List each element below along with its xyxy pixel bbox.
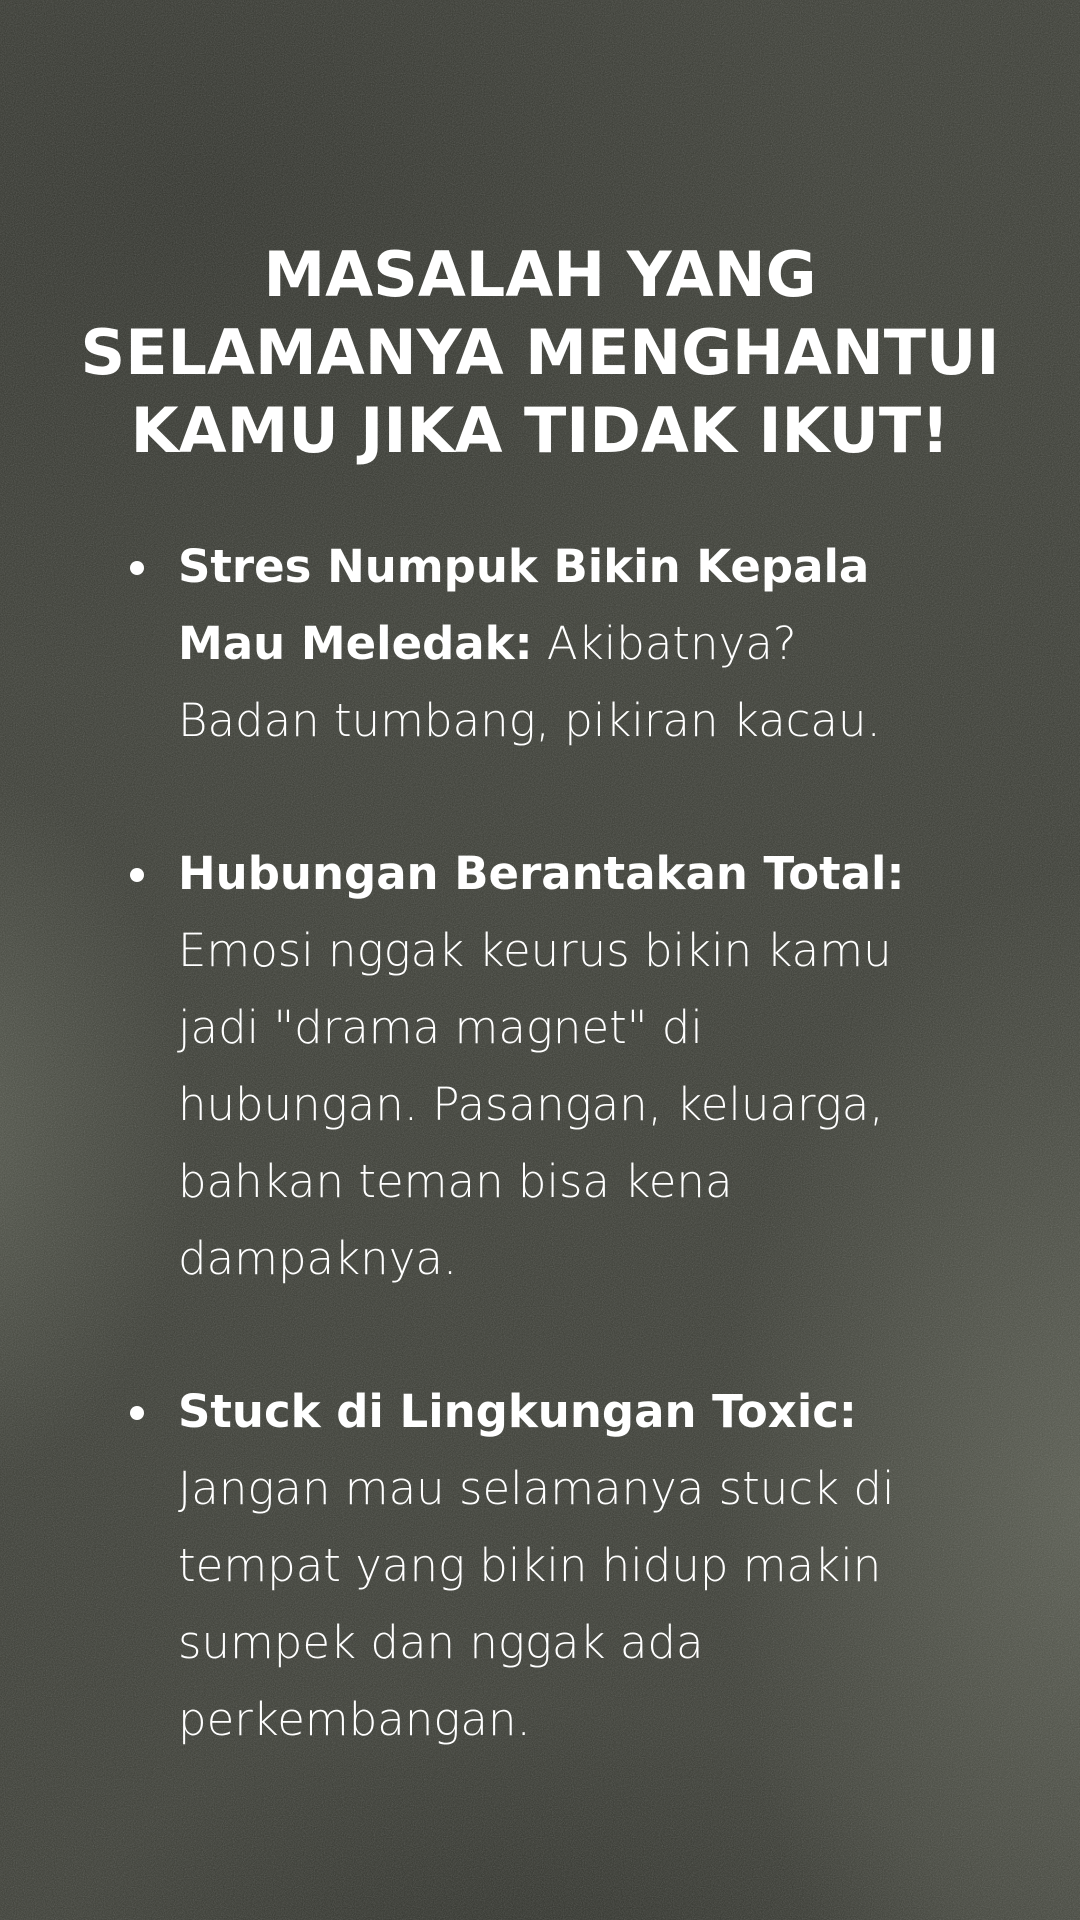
item-line [178,528,1010,605]
bullet-dot-icon [130,561,144,575]
item-body: dampaknya. [178,1232,458,1285]
item-line [178,605,1010,682]
item-heading: Stres Numpuk Bikin Kepala [178,540,870,593]
list-item [120,1373,1010,1758]
list-item [120,528,1010,759]
item-body: sumpek dan nggak ada [178,1616,704,1669]
problem-list [120,528,1010,1834]
item-body: Akibatnya? [546,617,797,670]
bullet-dot-icon [130,868,144,882]
page-title [40,236,1040,470]
list-item [120,835,1010,1297]
title-line: MASALAH YANG [263,238,817,311]
bullet-dot-icon [130,1406,144,1420]
item-heading: Mau Meledak: [178,617,533,670]
item-body: Emosi nggak keurus bikin kamu [178,924,892,977]
item-body: hubungan. Pasangan, keluarga, [178,1078,884,1131]
item-text [178,1373,1010,1758]
item-body: Jangan mau selamanya stuck di [178,1462,895,1515]
item-body: perkembangan. [178,1693,531,1746]
item-body: Badan tumbang, pikiran kacau. [178,694,881,747]
item-body: tempat yang bikin hidup makin [178,1539,882,1592]
item-body: bahkan teman bisa kena [178,1155,733,1208]
item-body: jadi "drama magnet" di [178,1001,703,1054]
title-line: KAMU JIKA TIDAK IKUT! [130,394,950,467]
title-line: SELAMANYA MENGHANTUI [80,316,1000,389]
item-heading: Hubungan Berantakan Total: [178,847,905,900]
item-text [178,528,1010,759]
item-heading: Stuck di Lingkungan Toxic: [178,1385,857,1438]
item-text [178,835,1010,1297]
